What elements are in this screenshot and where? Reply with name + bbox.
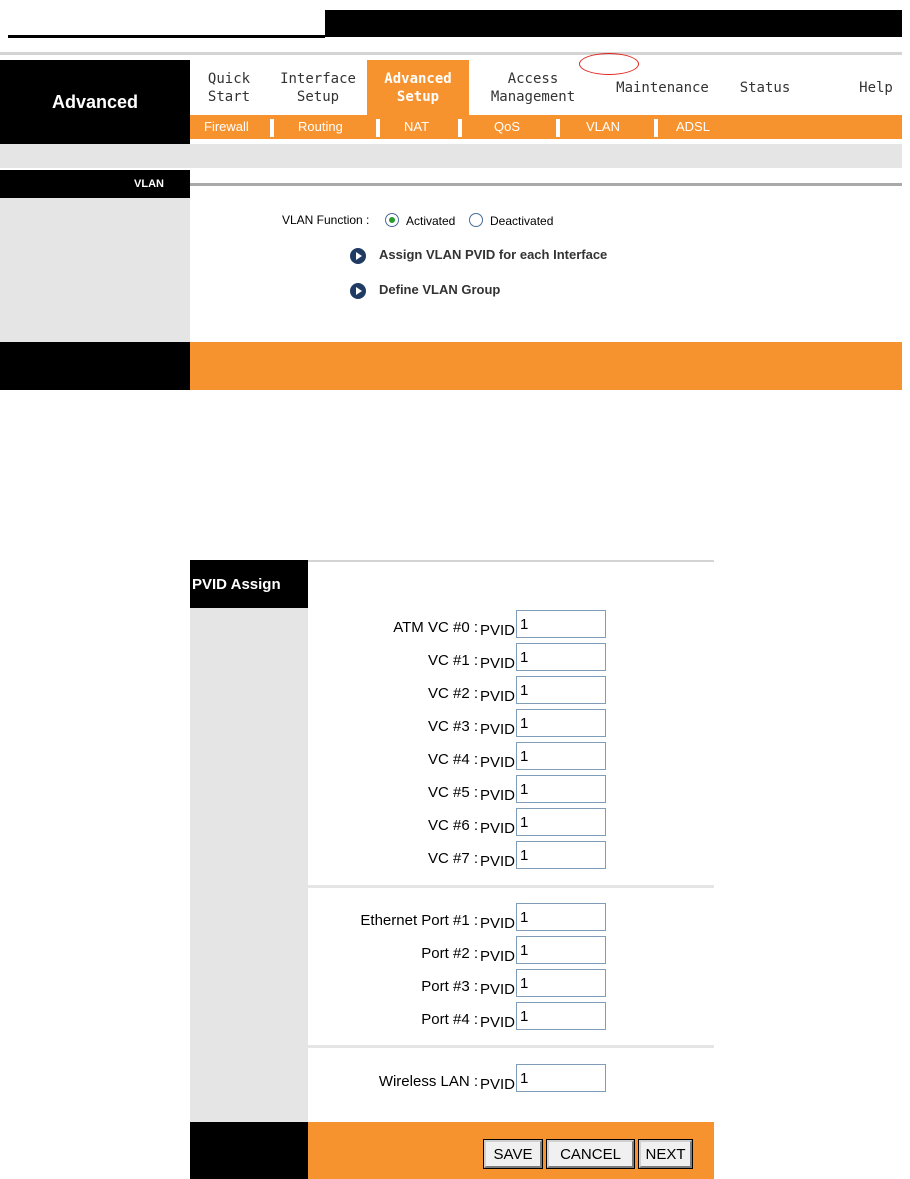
radio-deactivated[interactable] xyxy=(469,213,483,227)
subnav-separator xyxy=(458,119,462,137)
vlan-function-label: VLAN Function : xyxy=(282,213,370,227)
pvid-assign-screen xyxy=(190,560,714,1179)
arrow-bullet-icon xyxy=(350,248,366,264)
port-4-label: Port #4 : xyxy=(421,1011,478,1028)
cancel-button[interactable]: CANCEL xyxy=(547,1140,634,1168)
vc-4-label: VC #4 : xyxy=(427,751,478,768)
nav-interface-setup[interactable]: Interface Setup xyxy=(280,70,356,105)
vc-7-label: VC #7 : xyxy=(427,850,478,867)
panel-divider xyxy=(190,183,902,186)
gray-band xyxy=(0,144,902,168)
pvid-label: PVID xyxy=(480,948,516,965)
subnav-vlan[interactable]: VLAN xyxy=(586,119,620,134)
pvid-label: PVID xyxy=(480,622,516,639)
subnav-separator xyxy=(376,119,380,137)
section-title: Advanced xyxy=(0,60,190,144)
define-vlan-group-link[interactable]: Define VLAN Group xyxy=(379,282,501,297)
vc-2-label: VC #2 : xyxy=(427,685,478,702)
vlan-highlight-circle xyxy=(579,53,639,75)
section-divider xyxy=(308,885,714,888)
header-black-bar xyxy=(325,10,902,37)
pvid-input-vc-6[interactable] xyxy=(516,808,606,836)
left-gray-column xyxy=(0,198,190,342)
pvid-input-port-2[interactable] xyxy=(516,936,606,964)
radio-deactivated-label: Deactivated xyxy=(490,214,554,228)
wireless-lan-label: Wireless LAN : xyxy=(378,1073,478,1090)
subnav-separator xyxy=(654,119,658,137)
pvid-input-ethernet-port-1[interactable] xyxy=(516,903,606,931)
pvid-input-vc-7[interactable] xyxy=(516,841,606,869)
pvid-label: PVID xyxy=(480,853,516,870)
footer-left xyxy=(0,342,190,390)
radio-activated-label: Activated xyxy=(406,214,456,228)
footer-left xyxy=(190,1122,308,1179)
subnav-separator xyxy=(556,119,560,137)
pvid-input-wireless-lan[interactable] xyxy=(516,1064,606,1092)
pvid-input-atm-vc-0[interactable] xyxy=(516,610,606,638)
pvid-label: PVID xyxy=(480,1014,516,1031)
nav-quick-start[interactable]: Quick Start xyxy=(207,70,251,105)
subnav-separator xyxy=(270,119,274,137)
nav-help[interactable]: Help xyxy=(859,79,893,96)
pvid-assign-title: PVID Assign xyxy=(190,560,308,608)
vlan-screen xyxy=(0,52,902,392)
footer-bar xyxy=(190,342,902,390)
atm-vc-0-label: ATM VC #0 : xyxy=(393,619,478,636)
subnav-qos[interactable]: QoS xyxy=(494,119,521,134)
panel-label: VLAN xyxy=(0,170,190,198)
pvid-input-vc-2[interactable] xyxy=(516,676,606,704)
subnav-firewall[interactable]: Firewall xyxy=(204,119,249,134)
pvid-label: PVID xyxy=(480,688,516,705)
radio-activated[interactable] xyxy=(385,213,399,227)
vc-5-label: VC #5 : xyxy=(427,784,478,801)
vc-3-label: VC #3 : xyxy=(427,718,478,735)
subnav-routing[interactable]: Routing xyxy=(298,119,343,134)
pvid-input-vc-3[interactable] xyxy=(516,709,606,737)
subnav-adsl[interactable]: ADSL xyxy=(676,119,710,134)
main-nav xyxy=(190,60,902,115)
pvid-label: PVID xyxy=(480,915,516,932)
pvid-input-port-4[interactable] xyxy=(516,1002,606,1030)
pvid-input-vc-5[interactable] xyxy=(516,775,606,803)
pvid-label: PVID xyxy=(480,655,516,672)
nav-advanced-setup[interactable]: Advanced Setup xyxy=(367,60,469,115)
nav-status[interactable]: Status xyxy=(739,79,791,96)
pvid-label: PVID xyxy=(480,1076,516,1093)
nav-access-management[interactable]: Access Management xyxy=(490,70,576,105)
subnav-nat[interactable]: NAT xyxy=(404,119,430,134)
top-divider xyxy=(0,52,902,55)
ethernet-port-1-label: Ethernet Port #1 : xyxy=(360,912,478,929)
port-3-label: Port #3 : xyxy=(421,978,478,995)
vc-1-label: VC #1 : xyxy=(427,652,478,669)
save-button[interactable]: SAVE xyxy=(484,1140,542,1168)
port-2-label: Port #2 : xyxy=(421,945,478,962)
arrow-bullet-icon xyxy=(350,283,366,299)
pvid-input-vc-1[interactable] xyxy=(516,643,606,671)
vc-6-label: VC #6 : xyxy=(427,817,478,834)
pvid-label: PVID xyxy=(480,721,516,738)
pvid-input-port-3[interactable] xyxy=(516,969,606,997)
nav-maintenance[interactable]: Maintenance xyxy=(616,79,709,96)
pvid-label: PVID xyxy=(480,981,516,998)
top-divider xyxy=(308,560,714,562)
section-divider xyxy=(308,1045,714,1048)
document-header xyxy=(0,0,910,42)
assign-pvid-link[interactable]: Assign VLAN PVID for each Interface xyxy=(379,247,608,262)
pvid-label: PVID xyxy=(480,787,516,804)
pvid-input-vc-4[interactable] xyxy=(516,742,606,770)
sub-nav xyxy=(190,115,902,139)
pvid-label: PVID xyxy=(480,754,516,771)
header-rule xyxy=(8,35,325,38)
pvid-label: PVID xyxy=(480,820,516,837)
next-button[interactable]: NEXT xyxy=(639,1140,692,1168)
